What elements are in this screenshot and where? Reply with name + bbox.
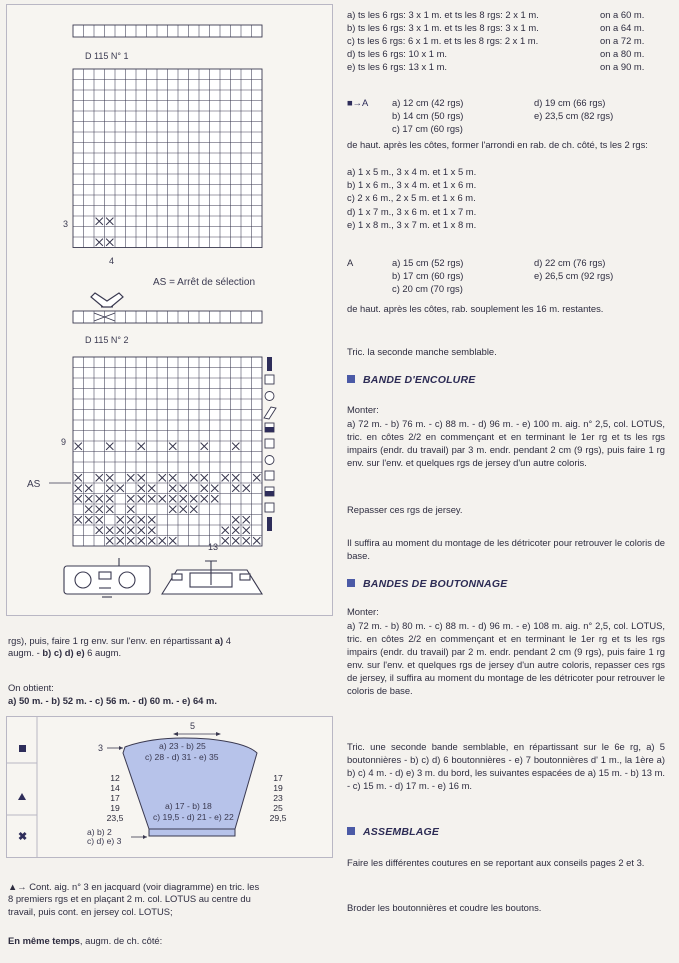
machine-dial-icon bbox=[64, 558, 150, 597]
diagram-panel bbox=[6, 4, 333, 616]
arrow-a-marker: ■→A bbox=[347, 97, 369, 108]
sleeve-schematic bbox=[6, 716, 333, 858]
cont-a: a) bbox=[214, 635, 224, 646]
chart1-col-label: 4 bbox=[109, 256, 115, 266]
heading-encolure: BANDE D'ENCOLURE bbox=[347, 374, 475, 388]
heading-boutonnage: BANDES DE BOUTONNAGE bbox=[347, 578, 507, 592]
decrease-line bbox=[347, 47, 662, 60]
decrease-rule: b) ts les 6 rgs: 3 x 1 m. et ts les 8 rgs: 3 x 1 m. bbox=[347, 22, 539, 33]
section-square-icon bbox=[347, 375, 355, 383]
legend-square-icon bbox=[265, 375, 274, 384]
chart2-col-label: 13 bbox=[208, 542, 219, 552]
chart1-title: D 115 N° 1 bbox=[85, 51, 129, 61]
encolure-text: a) 72 m. - b) 76 m. - c) 88 m. - d) 96 m. - e) 100 m. aig. n° 2,5, col. LOTUS, tric. en côtes 2/2 en commençant et en terminant le 1er rg et ts les rgs impairs (endr. du travail) par 3 m. endr. pendant 2 cm (9 rgs), puis faire 1 rg env. sur l'env. et quelques rgs de jersey d'un autre coloris. bbox=[347, 418, 665, 469]
chart1-row-label: 3 bbox=[63, 219, 69, 229]
sch-left-nums: 12 14 17 19 23,5 bbox=[106, 773, 124, 823]
decrease-result: on a 90 m. bbox=[600, 61, 645, 72]
decrease-rule: e) ts les 6 rgs: 13 x 1 m. bbox=[347, 61, 448, 72]
legend-bar-icon bbox=[267, 357, 272, 371]
legend-circle-icon bbox=[265, 392, 274, 401]
cont-line2-end: 6 augm. bbox=[84, 647, 122, 659]
decrease-result: on a 72 m. bbox=[600, 35, 645, 46]
sch-left-top: 3 bbox=[98, 743, 104, 753]
continuation-text bbox=[8, 635, 328, 660]
machine-carriage-icon bbox=[162, 561, 262, 594]
arrondi-list: a) 1 x 5 m., 3 x 4 m. et 1 x 5 m. b) 1 x 6 m., 3 x 4 m. et 1 x 6 m. c) 2 x 6 m., 2 x 5 m. et 1 x 6 m. d) 1 x 7 m., 3 x 6 m. et 1 x 7 m. e) 1 x 8 m., 3 x 7 m. et 1 x 8 m. bbox=[347, 166, 477, 230]
sch-right-nums: 17 19 23 25 29,5 bbox=[269, 773, 287, 823]
sch-neck2: c) 28 - d) 31 - e) 35 bbox=[145, 752, 219, 762]
chart2-as-label: AS bbox=[27, 479, 41, 490]
cont-line2-b: b) c) d) e) bbox=[42, 647, 85, 659]
heading-assemblage: ASSEMBLAGE bbox=[347, 826, 439, 840]
monter-label-1: Monter: bbox=[347, 404, 379, 415]
decrease-line bbox=[347, 8, 662, 21]
cont-line1-end: 4 bbox=[223, 635, 231, 646]
assemblage-text: Faire les différentes coutures en se reportant aux conseils pages 2 et 3. bbox=[347, 857, 645, 868]
section-square-icon bbox=[347, 579, 355, 587]
triangle-icon bbox=[18, 793, 26, 800]
obtient-label: On obtient: bbox=[8, 682, 54, 693]
sch-top: 5 bbox=[190, 721, 196, 731]
decrease-rule: d) ts les 6 rgs: 10 x 1 m. bbox=[347, 48, 448, 59]
decrease-result: on a 64 m. bbox=[600, 22, 645, 33]
repasser-text: Repasser ces rgs de jersey. bbox=[347, 504, 463, 515]
suffira-text: Il suffira au moment du montage de les détricoter pour retrouver le coloris de base. bbox=[347, 537, 665, 562]
cont-line2-pre: augm. - bbox=[8, 647, 43, 659]
sch-neck: a) 23 - b) 25 bbox=[159, 741, 206, 751]
seconde-bande-text: Tric. une seconde bande semblable, en répartissant sur le 6e rg, a) 5 boutonnières - b) c) d) 6 boutonnières - e) 7 boutonnières d' 1 m., la 1ère a) b) c) 4 m. - d) e) 3 m. du bord, les suivantes espacées de a) 15 m. - b) 13 m. - c) 15 m. - d) 17 m. - e) 16 m. bbox=[347, 741, 665, 792]
legend-leaf-icon bbox=[264, 407, 276, 419]
meme-temps: En même temps, augm. de ch. côté: bbox=[8, 935, 163, 946]
sch-mid: a) 17 - b) 18 bbox=[165, 801, 212, 811]
a-marker: A bbox=[347, 257, 354, 268]
decrease-line bbox=[347, 60, 662, 73]
legend-square-icon bbox=[265, 503, 274, 512]
decrease-rule: c) ts les 6 rgs: 6 x 1 m. et ts les 8 rgs: 2 x 1 m. bbox=[347, 35, 539, 46]
legend-square-icon bbox=[265, 471, 274, 480]
para-rab: de haut. après les côtes, rab. souplement les 16 m. restantes. bbox=[347, 303, 604, 314]
decrease-list bbox=[347, 8, 662, 73]
sch-mid2: c) 19,5 - d) 21 - e) 22 bbox=[153, 812, 234, 822]
legend-fill bbox=[265, 491, 274, 496]
para-arrondi: de haut. après les côtes, former l'arrondi en rab. de ch. côté, ts les 2 rgs: bbox=[347, 139, 648, 150]
square-icon bbox=[19, 745, 26, 752]
decrease-rule: a) ts les 6 rgs: 3 x 1 m. et ts les 8 rgs: 2 x 1 m. bbox=[347, 9, 539, 20]
section-square-icon bbox=[347, 827, 355, 835]
decrease-result: on a 80 m. bbox=[600, 48, 645, 59]
chart2-title: D 115 N° 2 bbox=[85, 335, 129, 345]
legend-square-icon bbox=[265, 439, 274, 448]
jacquard-text: ▲→ Cont. aig. n° 3 en jacquard (voir diagramme) en tric. les 8 premiers rgs et en plaçant 2 m. col. LOTUS au centre du travail, puis cont. en jersey col. LOTUS; bbox=[8, 881, 260, 917]
cross-icon: ✖ bbox=[18, 831, 28, 843]
knitting-charts bbox=[7, 5, 332, 615]
legend-bar-icon bbox=[267, 517, 272, 531]
chart2-row-label: 9 bbox=[61, 437, 67, 447]
sch-bottom2: c) d) e) 3 bbox=[87, 836, 122, 846]
obtient-values: a) 50 m. - b) 52 m. - c) 56 m. - d) 60 m. - e) 64 m. bbox=[8, 695, 217, 706]
cont-line1: rgs), puis, faire 1 rg env. sur l'env. en répartissant bbox=[8, 635, 215, 646]
sch-bottom: a) b) 2 bbox=[87, 827, 112, 837]
decrease-result: on a 60 m. bbox=[600, 9, 645, 20]
para-seconde-manche: Tric. la seconde manche semblable. bbox=[347, 346, 497, 357]
legend-circle-icon bbox=[265, 456, 274, 465]
boutonnage-text: a) 72 m. - b) 80 m. - c) 88 m. - d) 96 m. - e) 108 m. aig. n° 2,5, col. LOTUS, tric. en côtes 2/2 en commençant et en terminant le 1er rg et ts les rgs impairs (endr. du travail) par 2 m. endr. pendant 2 cm (9 rgs), puis faire 1 rg env. sur l'env. et quelques rgs de jersey d'un autre coloris, repasser ces rgs de jersey, il suffira au moment du montage de les détricoter pour retrouver le coloris de base. bbox=[347, 620, 665, 697]
decrease-line bbox=[347, 34, 662, 47]
decrease-line bbox=[347, 21, 662, 34]
legend-fill bbox=[265, 427, 274, 432]
selection-symbol-icon bbox=[91, 293, 123, 307]
broder-text: Broder les boutonnières et coudre les boutons. bbox=[347, 902, 542, 913]
as-note: AS = Arrêt de sélection bbox=[153, 277, 256, 288]
monter-label-2: Monter: bbox=[347, 606, 379, 617]
